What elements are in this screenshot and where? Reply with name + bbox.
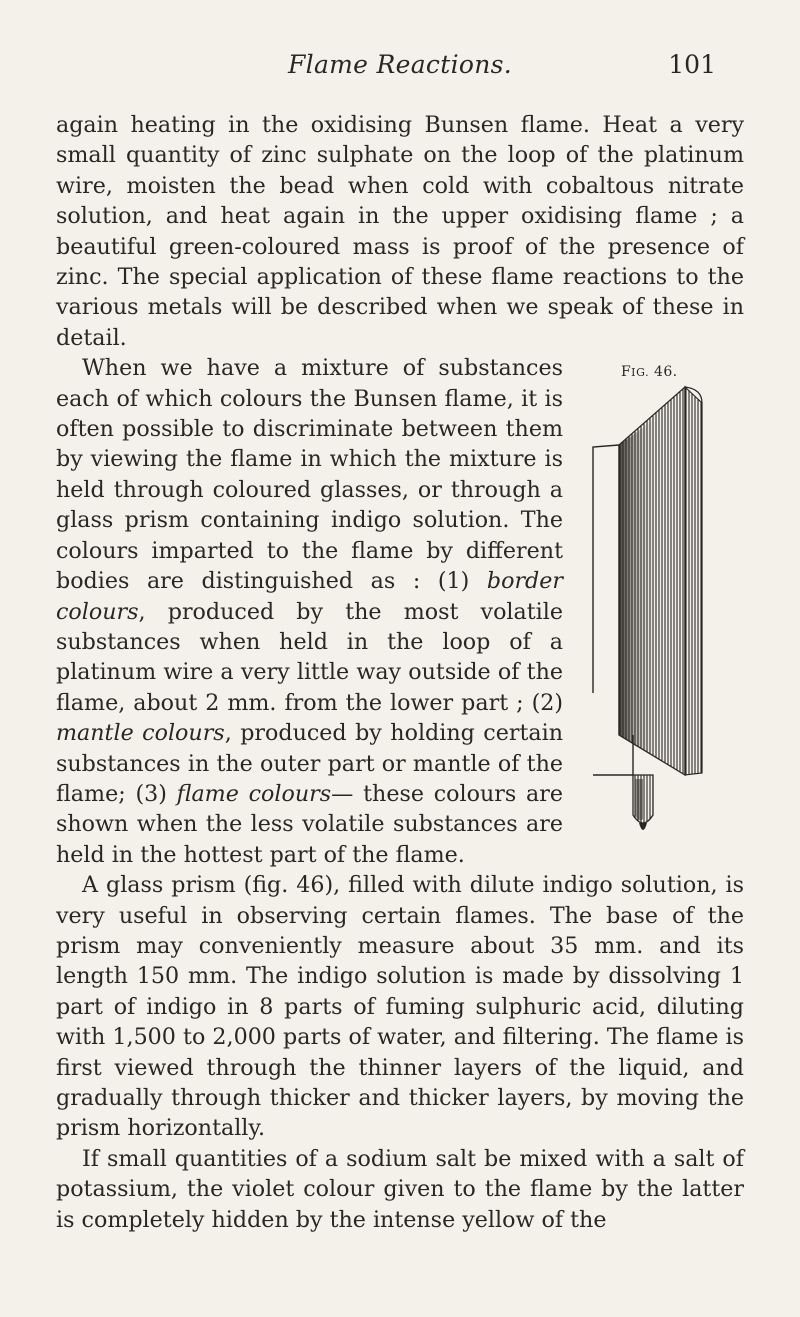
paragraph-2: FIG. 46. When we have a mixture of substances each of which colours the Bunsen flame, it is often possible to discriminate between them by viewing the flame in which the mixture is held through coloured glasses, or through a glass prism containing indigo solution. The colours imparted to the flame by different bodies are distinguished as : (1) border colours, produced by the most volatile substances when held in the loop of a platinum wire a very little way outside of the flame, about 2 mm. from the lower part ; (2) mantle colours, produced by holding certain substances in the outer part or mantle of the flame; (3) flame colours— these colours are shown when the less volatile substances are held in the hottest part of the flame. bbox=[56, 353, 744, 870]
page-header bbox=[0, 42, 800, 82]
paragraph-3: A glass prism (fig. 46), filled with dilute indigo solution, is very useful in observing certain flames. The base of the prism may conveniently measure about 35 mm. and its length 150 mm. The indigo solution is made by dissolving 1 part of indigo in 8 parts of fuming sulphuric acid, diluting with 1,500 to 2,000 parts of water, and filtering. The flame is first viewed through the thinner layers of the liquid, and gradually through thicker and thicker layers, by moving the prism horizontally. bbox=[56, 872, 744, 1142]
page-number: 101 bbox=[668, 50, 716, 79]
running-title: Flame Reactions. bbox=[288, 50, 512, 79]
glass-prism-icon bbox=[577, 375, 752, 843]
figure-46 bbox=[577, 353, 752, 843]
figure-caption: FIG. 46. bbox=[621, 364, 678, 381]
body-text bbox=[56, 110, 744, 1235]
paragraph-1: again heating in the oxidising Bunsen flame. Heat a very small quantity of zinc sulphate on the loop of the platinum wire, moisten the bead when cold with cobaltous nitrate solution, and heat again in the upper oxidising flame ; a beautiful green-coloured mass is proof of the presence of zinc. The special application of these flame reactions to the various metals will be described when we speak of these in detail. bbox=[56, 112, 744, 351]
paragraph-4: If small quantities of a sodium salt be mixed with a salt of potassium, the violet colour given to the flame by the latter is completely hidden by the intense yellow of the bbox=[56, 1145, 744, 1233]
